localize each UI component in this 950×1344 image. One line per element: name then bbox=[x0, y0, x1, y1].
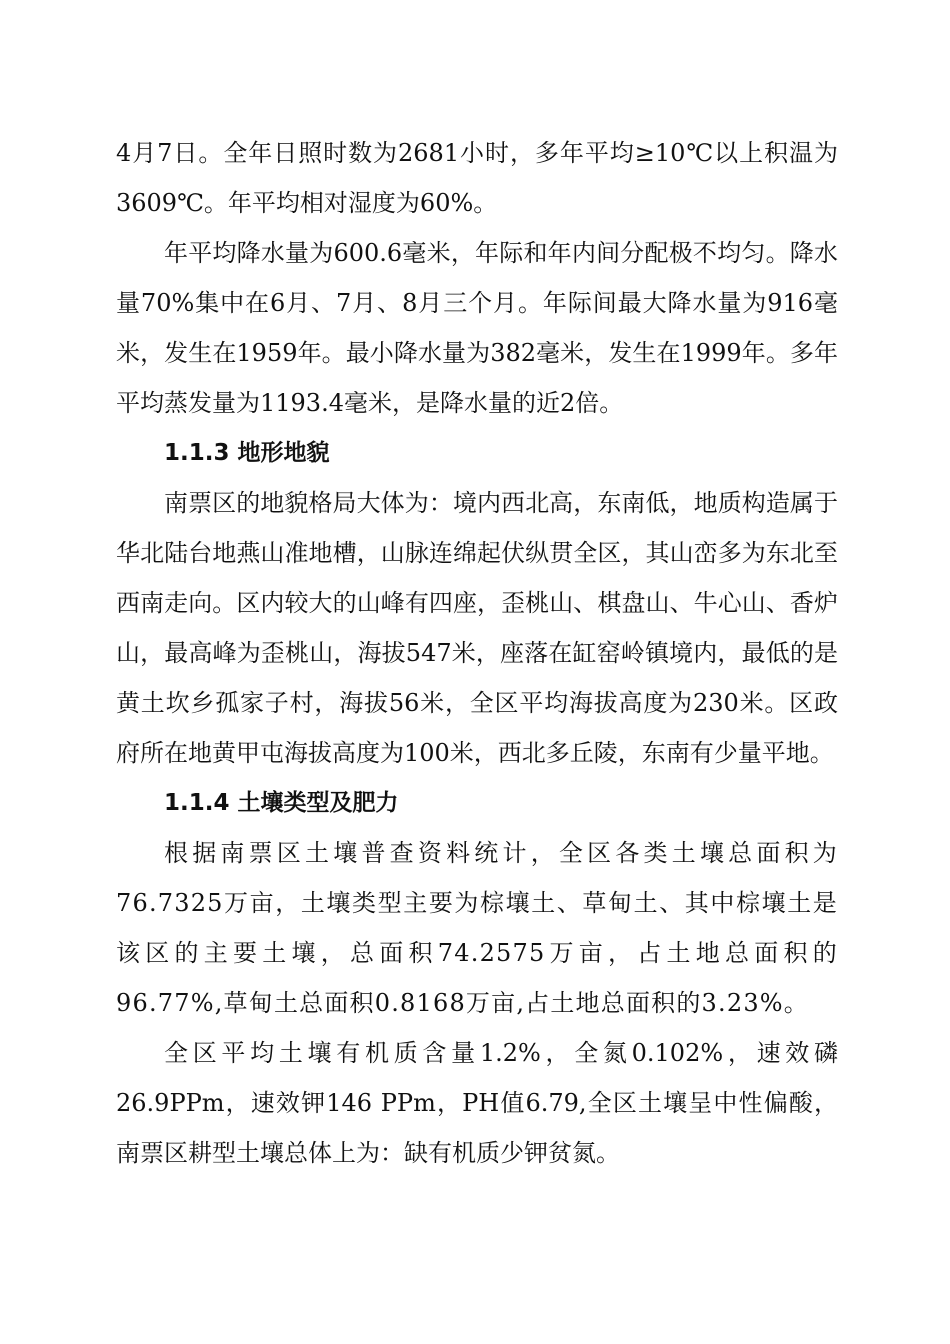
paragraph-soil-types: 根据南票区土壤普查资料统计，全区各类土壤总面积为76.7325万亩，土壤类型主要为棕壤土、草甸土、其中棕壤土是该区的主要土壤，总面积74.2575万亩，占土地总面积的96.77%,草甸土总面积0.8168万亩,占土地总面积的3.23%。 bbox=[116, 839, 838, 1017]
paragraph-soil-fertility: 全区平均土壤有机质含量1.2%，全氮0.102%，速效磷26.9PPm，速效钾146 PPm，PH值6.79,全区土壤呈中性偏酸，南票区耕型土壤总体上为：缺有机质少钾贫氮。 bbox=[116, 1039, 838, 1167]
section-heading-terrain: 1.1.3 地形地貌 bbox=[164, 440, 330, 466]
section-heading-soil: 1.1.4 土壤类型及肥力 bbox=[164, 790, 399, 816]
document-body bbox=[116, 128, 838, 1178]
paragraph-climate-sunshine: 4月7日。全年日照时数为2681小时，多年平均≥10℃以上积温为3609℃。年平均相对湿度为60%。 bbox=[116, 139, 838, 217]
paragraph-precipitation: 年平均降水量为600.6毫米，年际和年内间分配极不均匀。降水量70%集中在6月、7月、8月三个月。年际间最大降水量为916毫米，发生在1959年。最小降水量为382毫米，发生在1999年。多年平均蒸发量为1193.4毫米，是降水量的近2倍。 bbox=[116, 239, 838, 417]
paragraph-terrain: 南票区的地貌格局大体为：境内西北高，东南低，地质构造属于华北陆台地燕山准地槽，山脉连绵起伏纵贯全区，其山峦多为东北至西南走向。区内较大的山峰有四座，歪桃山、棋盘山、牛心山、香炉山，最高峰为歪桃山，海拔547米，座落在缸窑岭镇境内，最低的是黄土坎乡孤家子村，海拔56米，全区平均海拔高度为230米。区政府所在地黄甲屯海拔高度为100米，西北多丘陵，东南有少量平地。 bbox=[116, 489, 838, 767]
